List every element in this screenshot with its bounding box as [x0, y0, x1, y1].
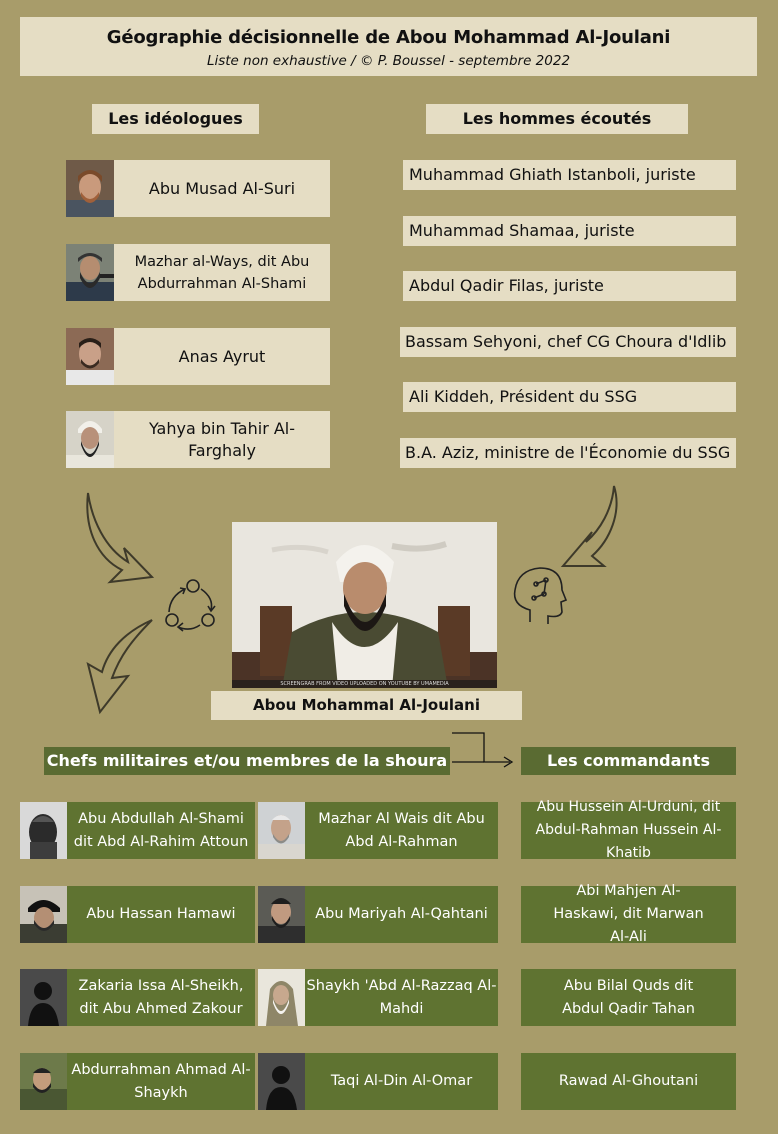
advisor-item: Muhammad Ghiath Istanboli, juriste — [403, 160, 736, 190]
ideologues-heading: Les idéologues — [92, 104, 259, 134]
military-name: Abdurrahman Ahmad Al-Shaykh — [71, 1061, 251, 1101]
ideologue-name: Abu Musad Al-Suri — [148, 178, 296, 198]
curved-arrow-icon — [88, 620, 152, 712]
ideologue-name: Anas Ayrut — [178, 346, 266, 366]
military-card — [20, 802, 255, 859]
advisor-item: Ali Kiddeh, Président du SSG — [403, 382, 736, 412]
ideologue-name: Yahya bin Tahir Al-Farghaly — [148, 418, 296, 460]
military-card — [20, 1053, 255, 1110]
silhouette-icon — [20, 969, 67, 1026]
military-card — [20, 886, 255, 943]
commander-card — [521, 883, 736, 945]
commander-name: Abi Mahjen Al-Haskawi, dit Marwan Al-Ali — [553, 883, 704, 945]
photo-caption: SCREENGRAB FROM VIDEO UPLOADED ON YOUTUBE BY UMAMEDIA — [280, 681, 449, 687]
military-name: Abu Mariyah Al-Qahtani — [315, 906, 488, 922]
military-card — [258, 1053, 498, 1110]
ideologue-name: Mazhar al-Ways, dit Abu Abdurrahman Al-Shami — [134, 253, 310, 292]
commander-card — [521, 969, 736, 1026]
military-card — [258, 969, 498, 1026]
military-name: Mazhar Al Wais dit Abu Abd Al-Rahman — [318, 810, 485, 850]
listened-heading: Les hommes écoutés — [426, 104, 688, 134]
commander-name: Abu Hussein Al-Urduni, dit Abdul-Rahman Hussein Al-Khatib — [535, 799, 722, 861]
curved-arrow-icon — [563, 486, 617, 566]
curved-arrow-icon — [87, 493, 152, 582]
military-card — [258, 802, 498, 859]
page-title: Géographie décisionnelle de Abou Mohammad Al-Joulani — [106, 27, 671, 48]
advisor-item: Bassam Sehyoni, chef CG Choura d'Idlib — [400, 327, 736, 357]
military-card — [20, 969, 255, 1026]
head-brain-icon — [515, 568, 566, 624]
military-name: Abu Abdullah Al-Shami dit Abd Al-Rahim Attoun — [73, 810, 249, 850]
military-heading: Chefs militaires et/ou membres de la shoura — [44, 747, 450, 775]
commanders-heading: Les commandants — [521, 747, 736, 775]
military-card — [258, 886, 498, 943]
commander-card — [521, 799, 736, 861]
military-name: Abu Hassan Hamawi — [86, 906, 236, 922]
advisor-item: Muhammad Shamaa, juriste — [403, 216, 736, 246]
commander-name: Abu Bilal Quds dit Abdul Qadir Tahan — [562, 977, 695, 1017]
center-photo — [232, 522, 497, 688]
military-name: Taqi Al-Din Al-Omar — [330, 1073, 473, 1089]
military-name: Zakaria Issa Al-Sheikh, dit Abu Ahmed Zakour — [78, 977, 244, 1017]
silhouette-icon — [258, 1053, 305, 1110]
commander-card — [521, 1053, 736, 1110]
central-figure-name: Abou Mohammal Al-Joulani — [211, 691, 522, 720]
advisor-item: B.A. Aziz, ministre de l'Économie du SSG — [400, 438, 736, 468]
page-subtitle: Liste non exhaustive / © P. Boussel - septembre 2022 — [206, 53, 571, 69]
advisor-item: Abdul Qadir Filas, juriste — [403, 271, 736, 301]
portrait-photo — [258, 969, 305, 1026]
military-name: Shaykh 'Abd Al-Razzaq Al-Mahdi — [306, 977, 497, 1017]
portrait-photo — [20, 1053, 67, 1110]
portrait-photo — [20, 802, 67, 859]
portrait-photo — [20, 886, 67, 943]
commander-name: Rawad Al-Ghoutani — [558, 1073, 699, 1089]
cycle-icon — [166, 580, 215, 631]
portrait-photo — [258, 802, 305, 859]
portrait-photo — [258, 886, 305, 943]
